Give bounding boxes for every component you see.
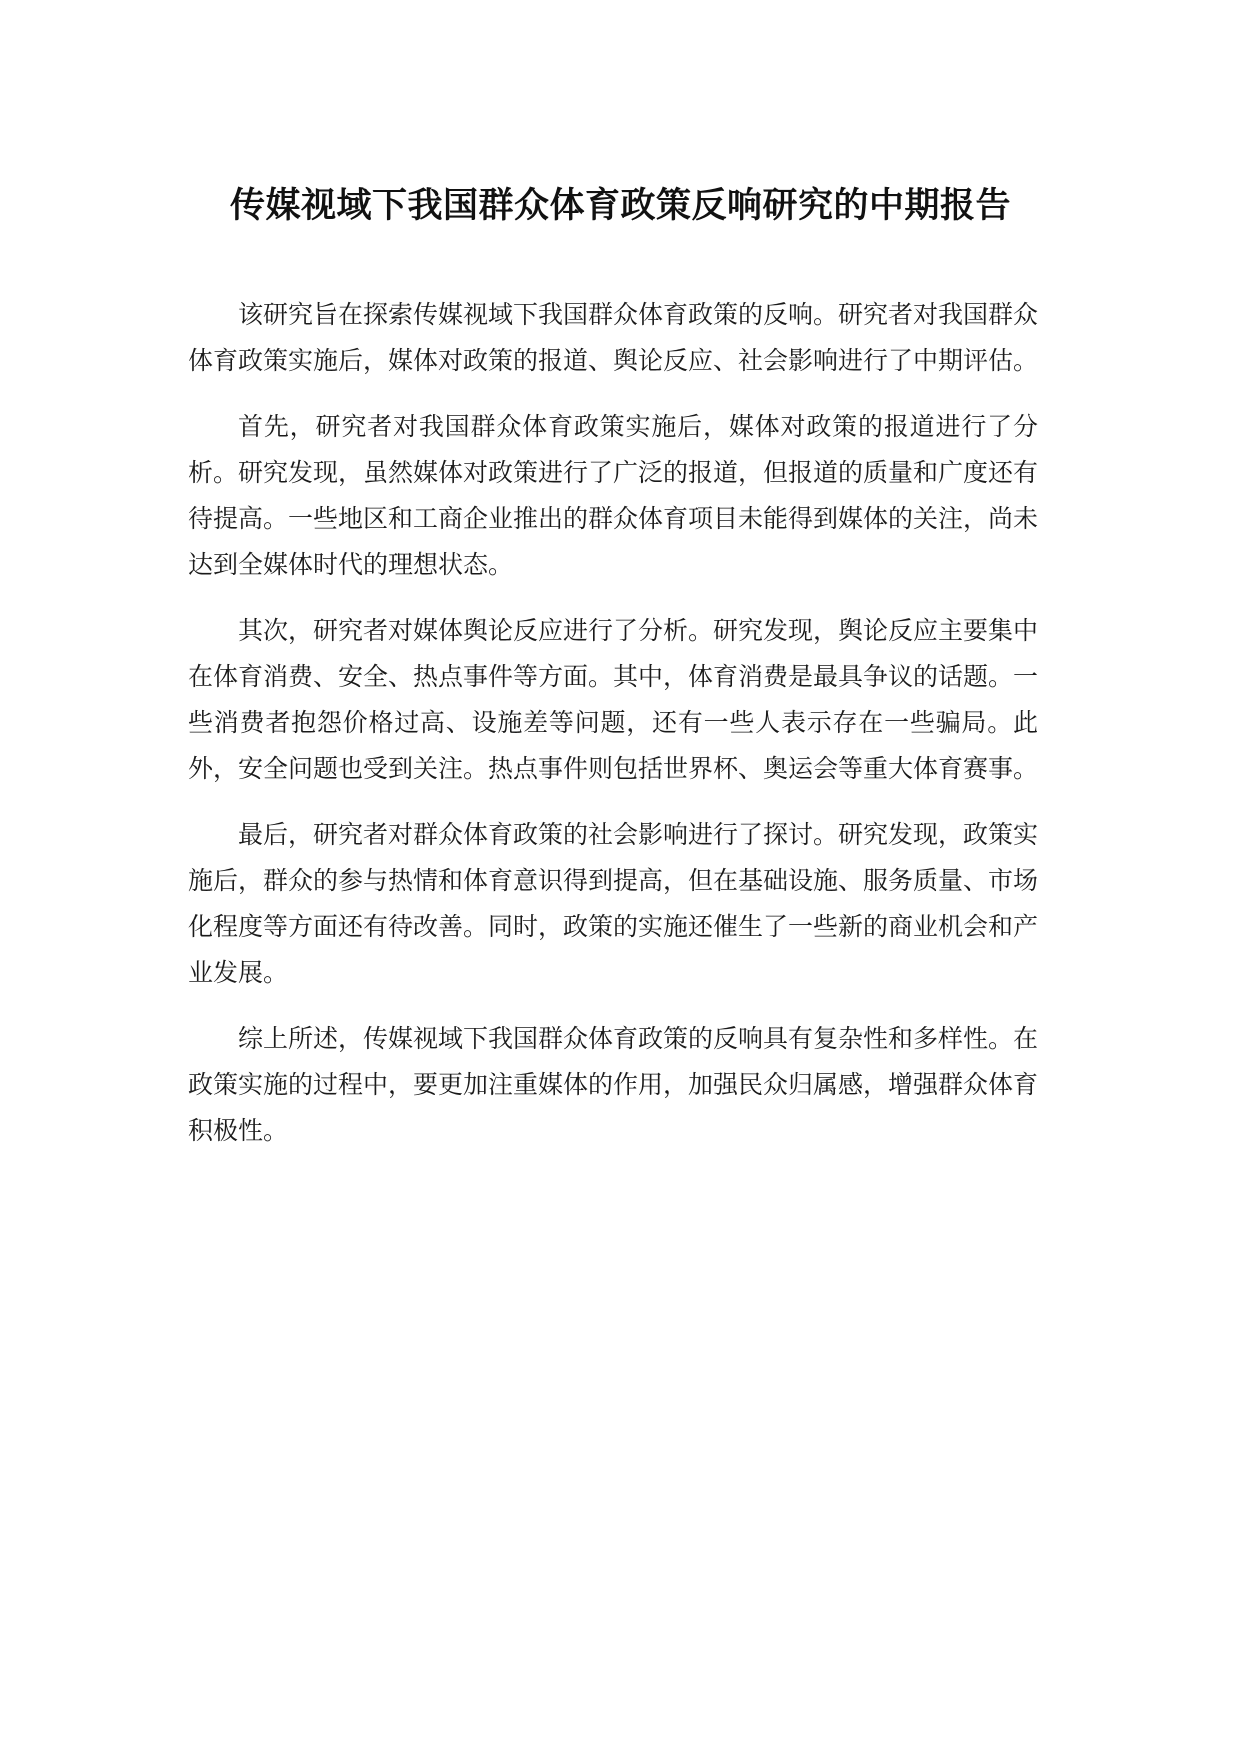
- paragraph-media-coverage: 首先，研究者对我国群众体育政策实施后，媒体对政策的报道进行了分析。研究发现，虽然媒体对政策进行了广泛的报道，但报道的质量和广度还有待提高。一些地区和工商企业推出的群众体育项目未能得到媒体的关注，尚未达到全媒体时代的理想状态。: [188, 412, 1039, 579]
- paragraph-public-opinion: 其次，研究者对媒体舆论反应进行了分析。研究发现，舆论反应主要集中在体育消费、安全、热点事件等方面。其中，体育消费是最具争议的话题。一些消费者抱怨价格过高、设施差等问题，还有一些人表示存在一些骗局。此外，安全问题也受到关注。热点事件则包括世界杯、奥运会等重大体育赛事。: [188, 616, 1039, 783]
- paragraph-social-impact: 最后，研究者对群众体育政策的社会影响进行了探讨。研究发现，政策实施后，群众的参与热情和体育意识得到提高，但在基础设施、服务质量、市场化程度等方面还有待改善。同时，政策的实施还催生了一些新的商业机会和产业发展。: [188, 820, 1039, 987]
- paragraph-conclusion: 综上所述，传媒视域下我国群众体育政策的反响具有复杂性和多样性。在政策实施的过程中，要更加注重媒体的作用，加强民众归属感，增强群众体育积极性。: [188, 1024, 1039, 1145]
- paragraph-intro: 该研究旨在探索传媒视域下我国群众体育政策的反响。研究者对我国群众体育政策实施后，媒体对政策的报道、舆论反应、社会影响进行了中期评估。: [188, 300, 1039, 375]
- document-title: 传媒视域下我国群众体育政策反响研究的中期报告: [229, 186, 1011, 226]
- document-body: [188, 292, 1038, 1174]
